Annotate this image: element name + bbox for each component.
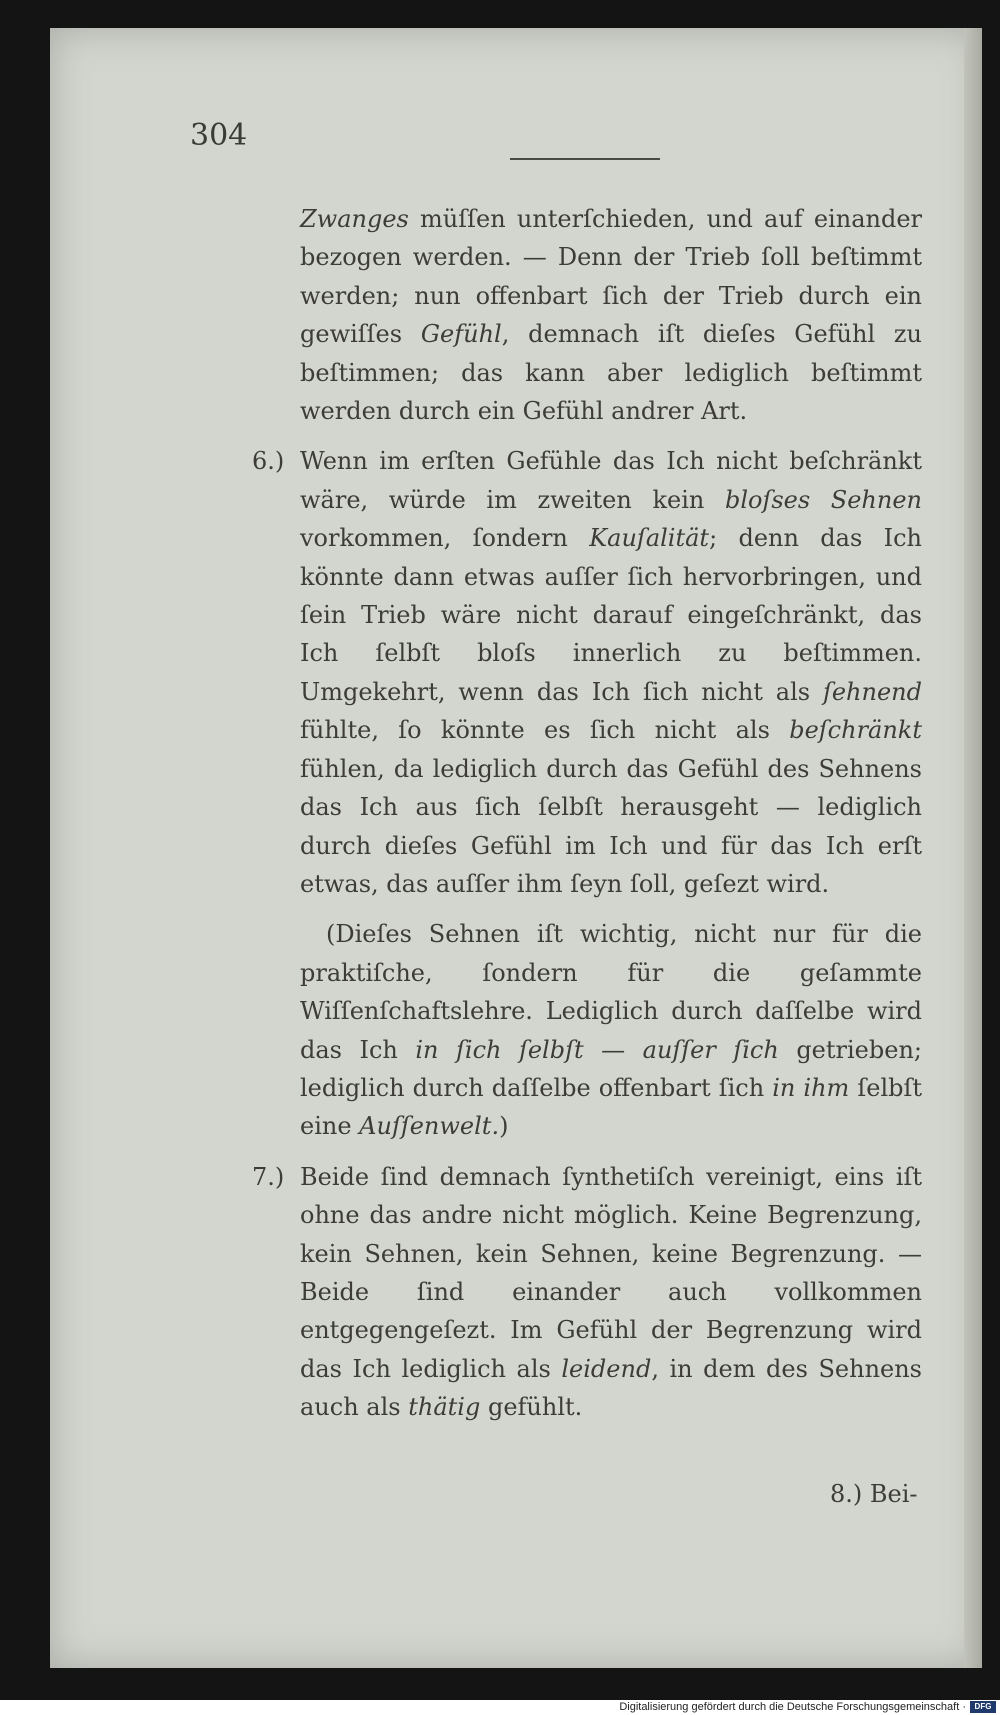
- emphasized-text: auſſer ſich: [642, 1035, 779, 1064]
- text-run: fühlen, da lediglich durch das Gefühl des Sehnens das Ich aus ſich ſelbſt herausgeht — lediglich durch dieſes Gefühl im Ich und für das Ich erſt etwas, das auſſer ihm ſeyn ſoll, geſezt wird.: [300, 754, 922, 898]
- dfg-logo: DFG: [970, 1701, 996, 1713]
- text-run: ; denn das Ich könnte dann etwas auſſer ſich hervorbringen, und ſein Trieb wäre nicht darauf eingeſchränkt, das Ich ſelbſt bloſs innerlich zu beſtimmen. Umgekehrt, wenn das Ich ſich nicht als: [300, 524, 922, 706]
- text-run: (Dieſes Sehnen iſt wichtig, nicht nur für die praktiſche, ſondern für die geſammte Wiſſenſchaftslehre. Lediglich durch daſſelbe wird das Ich: [300, 920, 922, 1064]
- text-run: Wenn im erſten Gefühle das Ich nicht beſchränkt wäre, würde im zweiten kein: [300, 447, 922, 514]
- digitization-credit: Digitalisierung gefördert durch die Deutsche Forschungsgemeinschaft ·: [619, 1701, 966, 1713]
- text-run: ): [499, 1112, 509, 1141]
- text-run: gefühlt.: [480, 1393, 583, 1422]
- emphasized-text: ſehnend: [822, 677, 922, 706]
- header-rule: [510, 158, 660, 160]
- text-run: getrieben; lediglich durch daſſelbe offenbart ſich: [300, 1035, 922, 1102]
- paragraph: [300, 915, 922, 1145]
- paragraph: [300, 200, 922, 430]
- paragraph-number: 7.): [252, 1162, 285, 1191]
- emphasized-text: in ihm: [772, 1073, 850, 1102]
- emphasized-text: beſchränkt: [789, 716, 922, 745]
- catchword: 8.) Bei-: [830, 1480, 918, 1508]
- page-number: 304: [190, 118, 248, 153]
- paragraph: [252, 442, 922, 903]
- page-edge: [964, 28, 982, 1668]
- emphasized-text: Auſſenwelt.: [359, 1112, 500, 1141]
- text-run: Beide ſind demnach ſynthetiſch vereinigt, eins iſt ohne das andre nicht möglich. Keine Begrenzung, kein Sehnen, kein Sehnen, keine Begrenzung. — Beide ſind einander auch vollkommen entgegengeſezt. Im Gefühl der Begrenzung wird das Ich lediglich als: [300, 1162, 922, 1383]
- emphasized-text: leidend: [561, 1354, 652, 1383]
- emphasized-text: Zwanges: [300, 205, 409, 233]
- text-run: müſſen unterſchieden, und auf einander bezogen werden. — Denn der Trieb ſoll beſtimmt werden; nun offenbart ſich der Trieb durch ein gewiſſes: [300, 205, 922, 349]
- paragraph: [252, 1158, 922, 1427]
- emphasized-text: Kauſalität: [589, 524, 710, 553]
- emphasized-text: Gefühl: [420, 320, 502, 349]
- text-run: —: [583, 1035, 643, 1064]
- body-text: [252, 200, 923, 1427]
- text-run: vorkommen, ſondern: [300, 524, 590, 553]
- text-run: , in dem des Sehnens auch als: [300, 1354, 922, 1422]
- emphasized-text: thätig: [408, 1393, 481, 1422]
- text-run: , demnach iſt dieſes Gefühl zu beſtimmen; das kann aber lediglich beſtimmt werden durch ein Gefühl andrer Art.: [300, 320, 923, 426]
- emphasized-text: bloſses Sehnen: [724, 485, 922, 514]
- text-run: fühlte, ſo könnte es ſich nicht als: [300, 716, 790, 745]
- text-run: ſelbſt eine: [300, 1073, 923, 1141]
- paragraph-number: 6.): [252, 447, 285, 476]
- emphasized-text: in ſich ſelbſt: [415, 1035, 584, 1064]
